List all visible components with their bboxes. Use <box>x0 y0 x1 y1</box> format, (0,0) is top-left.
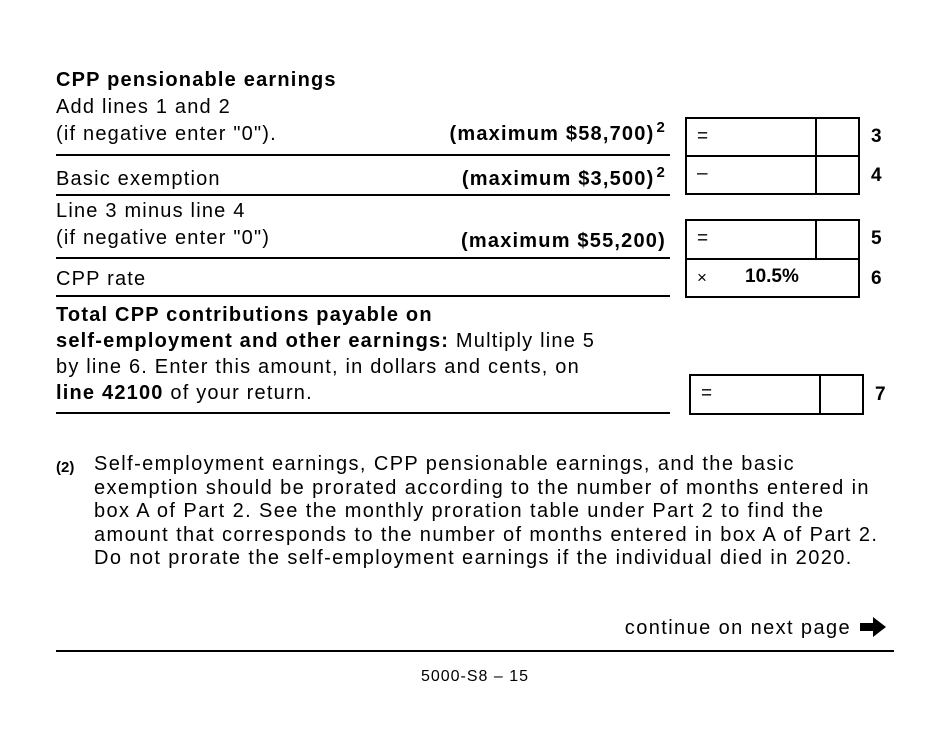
line6-rate-value: 10.5% <box>745 266 799 287</box>
continue-on-next-page[interactable] <box>625 616 888 640</box>
footer-rule <box>56 650 894 652</box>
continue-label: continue on next page <box>624 617 852 639</box>
line4-rule <box>56 194 670 196</box>
line3-amount-box[interactable] <box>685 117 860 157</box>
line3-equals-sign: = <box>697 126 709 147</box>
line6-multiply-sign: × <box>697 268 707 287</box>
line3-text-1: Add lines 1 and 2 <box>56 96 231 118</box>
line6-text: CPP rate <box>56 268 147 290</box>
line6-rate-box <box>685 258 860 298</box>
footnote-marker: (2) <box>56 459 75 476</box>
line4-minus-sign: – <box>697 163 708 184</box>
line3-rule <box>56 154 670 156</box>
line4-maximum: (maximum $3,500) $^2$ <box>461 164 666 190</box>
line4-footnote-ref: 2 <box>656 164 666 181</box>
line3-footnote-ref: 2 <box>656 119 666 136</box>
line5-amount-box[interactable] <box>685 219 860 260</box>
line7-rule <box>56 412 670 414</box>
line5-number: 5 <box>871 228 882 249</box>
line4-amount-box[interactable] <box>685 155 860 195</box>
line5-equals-sign: = <box>697 228 709 249</box>
cents-divider <box>815 221 817 258</box>
line3-number: 3 <box>871 126 882 147</box>
line7-text-4: line 42100 of your return. <box>56 382 313 404</box>
line7-amount-box[interactable] <box>689 374 864 415</box>
cents-divider <box>815 119 817 155</box>
line4-number: 4 <box>871 165 882 186</box>
right-arrow-icon <box>858 616 888 638</box>
line4-text: Basic exemption <box>56 168 221 190</box>
line3-text-2: (if negative enter "0"). <box>56 123 277 145</box>
line5-rule <box>56 257 670 259</box>
section-title: CPP pensionable earnings <box>56 69 337 91</box>
line6-number: 6 <box>871 268 882 289</box>
cents-divider <box>819 376 821 413</box>
line5-text-1: Line 3 minus line 4 <box>56 200 246 222</box>
line7-equals-sign: = <box>701 383 713 404</box>
line7-text-3: by line 6. Enter this amount, in dollars and cents, on <box>56 356 580 378</box>
line7-text-1: Total CPP contributions payable on <box>56 304 433 326</box>
cents-divider <box>815 157 817 193</box>
page-number: 5000-S8 – 15 <box>420 668 530 685</box>
line7-number: 7 <box>875 384 886 405</box>
line3-maximum: (maximum $58,700) $^2$ <box>449 119 666 145</box>
line6-rule <box>56 295 670 297</box>
footnote-text: Self-employment earnings, CPP pensionable earnings, and the basic exemption should be prorated according to the number of months entered in box A of Part 2. See the monthly proration table under Part 2 to find the amount that corresponds to the number of months entered in box A of Part 2. Do not prorate the self-employment earnings if the individual died in 2020. <box>94 453 879 569</box>
line7-text-2: self-employment and other earnings: Multiply line 5 <box>56 330 596 352</box>
line5-maximum: (maximum $55,200) <box>461 230 666 252</box>
line5-text-2: (if negative enter "0") <box>56 227 271 249</box>
